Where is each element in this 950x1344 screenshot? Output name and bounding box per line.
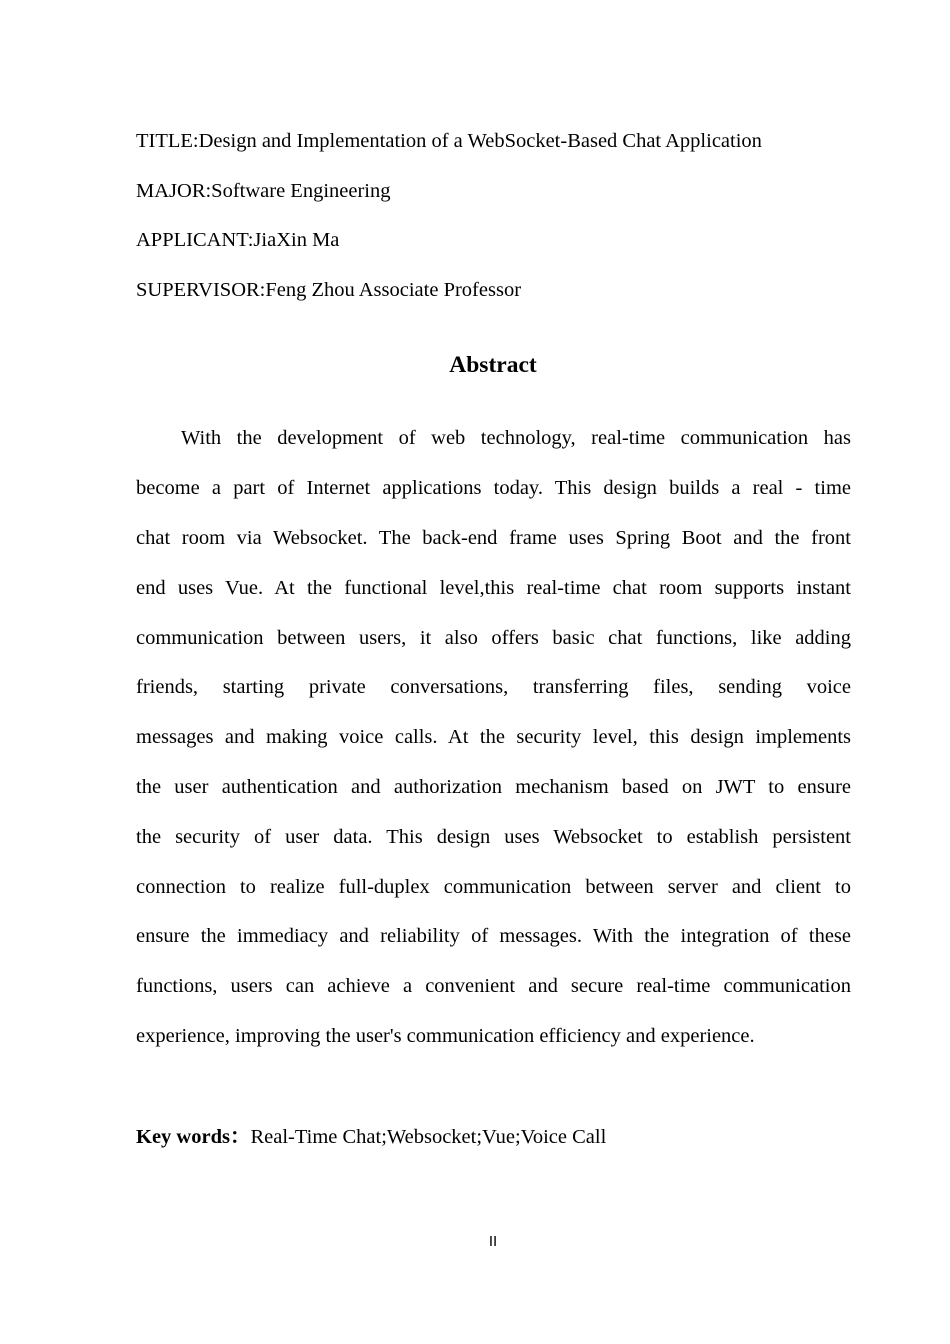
supervisor: SUPERVISOR:Feng Zhou Associate Professor	[136, 279, 522, 301]
abstract-line: the user authentication and authorization mechanism based on JWT to ensure	[136, 776, 851, 798]
abstract-line: messages and making voice calls. At the security level, this design implements	[136, 726, 851, 748]
thesis-title: TITLE:Design and Implementation of a WebSocket-Based Chat Application	[136, 130, 762, 152]
major: MAJOR:Software Engineering	[136, 180, 391, 202]
abstract-line: communication between users, it also offers basic chat functions, like adding	[136, 627, 851, 649]
abstract-heading: Abstract	[449, 352, 537, 378]
page-number: II	[488, 1233, 498, 1250]
keywords-label: Key words：	[136, 1126, 251, 1148]
abstract-line: experience, improving the user's communication efficiency and experience.	[136, 1025, 755, 1047]
abstract-line: chat room via Websocket. The back-end frame uses Spring Boot and the front	[136, 527, 851, 549]
applicant: APPLICANT:JiaXin Ma	[136, 229, 340, 251]
abstract-line: connection to realize full-duplex communication between server and client to	[136, 876, 851, 898]
abstract-line: end uses Vue. At the functional level,this real-time chat room supports instant	[136, 577, 851, 599]
abstract-line: friends, starting private conversations, transferring files, sending voice	[136, 676, 851, 698]
abstract-line: the security of user data. This design uses Websocket to establish persistent	[136, 826, 851, 848]
abstract-line: become a part of Internet applications today. This design builds a real - time	[136, 477, 851, 499]
abstract-line: functions, users can achieve a convenient and secure real-time communication	[136, 975, 851, 997]
abstract-line: ensure the immediacy and reliability of messages. With the integration of these	[136, 925, 851, 947]
abstract-line: With the development of web technology, real-time communication has	[181, 427, 851, 449]
keywords	[136, 1125, 606, 1149]
keywords-value: Real-Time Chat;Websocket;Vue;Voice Call	[250, 1126, 607, 1148]
